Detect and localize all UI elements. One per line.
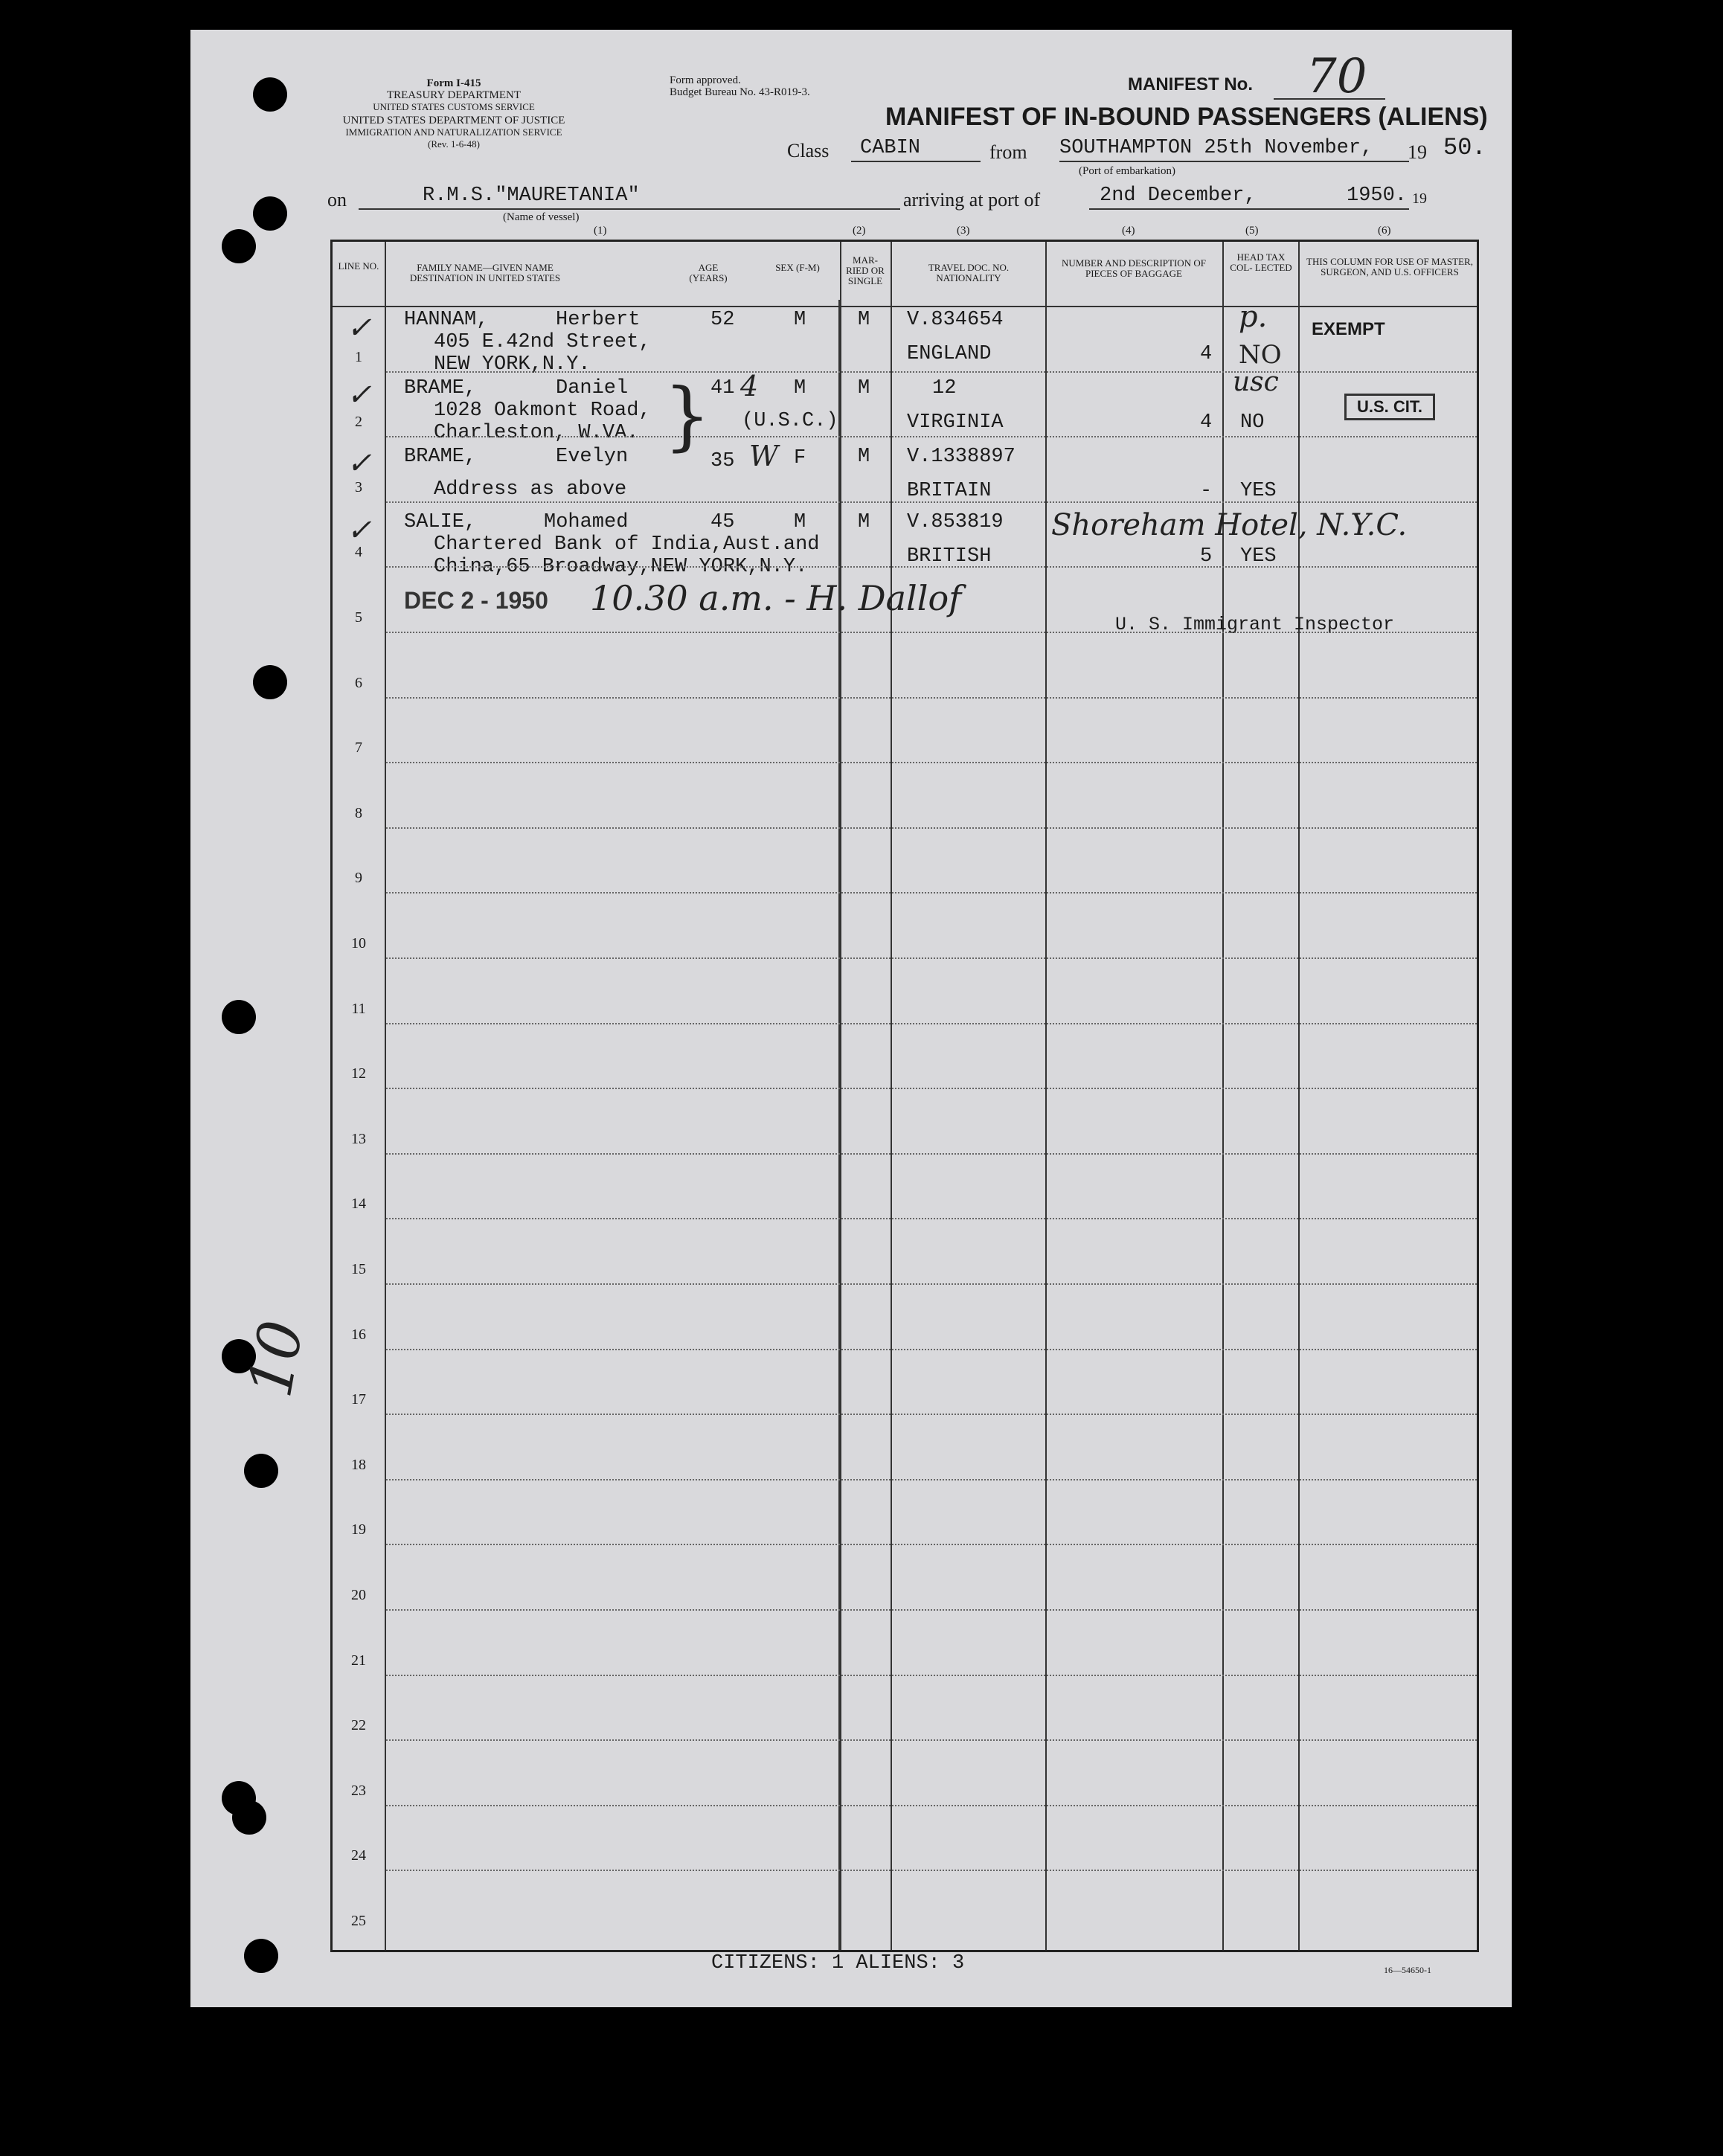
col-header-age: AGE (YEARS) <box>689 262 728 283</box>
binder-hole <box>232 1800 266 1835</box>
line-number: 14 <box>351 1196 366 1213</box>
col-divider <box>1298 242 1300 1950</box>
p2-officer-stamp: U.S. CIT. <box>1344 394 1435 420</box>
class-underline <box>851 161 981 162</box>
p2-tax-hand: usc <box>1233 367 1279 397</box>
margin-hand-number: 10 <box>235 1315 317 1402</box>
year-suffix: 50. <box>1443 134 1486 161</box>
passenger-table <box>330 240 1479 1952</box>
row-rule <box>386 762 1477 763</box>
row-rule <box>386 1088 1477 1089</box>
row-rule <box>386 1675 1477 1676</box>
row-rule <box>386 827 1477 829</box>
col-header-married: MAR- RIED OR SINGLE <box>846 254 885 286</box>
line-number: 23 <box>351 1782 366 1799</box>
p1-doc: V.834654 <box>907 309 1004 331</box>
col-divider <box>1222 242 1224 1950</box>
row-rule <box>386 436 1477 437</box>
row-rule <box>386 1414 1477 1415</box>
line-number: 9 <box>355 870 362 887</box>
col-divider <box>1045 242 1047 1950</box>
line-number: 19 <box>351 1521 366 1539</box>
p1-nationality: ENGLAND <box>907 343 992 365</box>
line-number: 2 <box>355 414 362 431</box>
row-rule <box>386 1739 1477 1741</box>
col-num-2: (2) <box>853 225 866 237</box>
col-divider <box>891 242 892 1950</box>
p4-tax: YES <box>1240 545 1277 568</box>
p2-baggage: 4 <box>1200 411 1213 434</box>
p4-baggage: 5 <box>1200 545 1213 568</box>
p1-given: Herbert <box>556 309 641 331</box>
check-mark: ✓ <box>347 378 372 412</box>
line-number: 7 <box>355 739 362 757</box>
p2-family: BRAME, <box>404 377 477 400</box>
p2-tax: NO <box>1240 411 1265 434</box>
row-rule <box>386 1023 1477 1024</box>
row-rule <box>386 1870 1477 1871</box>
p3-age: 35 <box>710 450 735 472</box>
from-label: from <box>989 141 1027 163</box>
p1-addr2: NEW YORK,N.Y. <box>434 353 591 376</box>
check-mark: ✓ <box>347 513 372 548</box>
p2-addr1: 1028 Oakmont Road, <box>434 400 651 422</box>
col-num-1: (1) <box>594 225 607 237</box>
row-rule <box>386 1544 1477 1545</box>
row-rule <box>386 1479 1477 1480</box>
p3-addr1: Address as above <box>434 478 627 501</box>
line-number: 18 <box>351 1456 366 1473</box>
p3-given: Evelyn <box>556 446 629 468</box>
justice-dept: UNITED STATES DEPARTMENT OF JUSTICE <box>342 115 565 126</box>
line-number: 20 <box>351 1587 366 1603</box>
line-number: 25 <box>351 1913 366 1929</box>
row-rule <box>386 1609 1477 1611</box>
row-rule <box>386 892 1477 893</box>
arrival-underline <box>1089 208 1409 210</box>
check-mark: ✓ <box>347 446 372 481</box>
p3-family: BRAME, <box>404 446 477 468</box>
vessel-caption: (Name of vessel) <box>503 211 580 223</box>
p2-married: M <box>858 377 870 400</box>
on-label: on <box>327 189 347 211</box>
inspection-signature: 10.30 a.m. - H. Dallof <box>590 578 962 618</box>
manifest-no-label: MANIFEST No. <box>1128 74 1253 94</box>
port-caption: (Port of embarkation) <box>1079 165 1175 177</box>
p1-married: M <box>858 309 870 331</box>
line-number: 24 <box>351 1847 366 1864</box>
treasury-dept: TREASURY DEPARTMENT <box>386 89 522 101</box>
line-number: 8 <box>355 804 362 821</box>
p4-doc: V.853819 <box>907 511 1004 533</box>
p3-baggage: - <box>1200 480 1213 502</box>
budget-bureau: Budget Bureau No. 43-R019-3. <box>670 86 810 98</box>
vessel-name: R.M.S."MAURETANIA" <box>423 185 640 207</box>
inspector-title: U. S. Immigrant Inspector <box>1115 614 1395 635</box>
row-rule <box>386 1283 1477 1285</box>
p3-sex: F <box>794 447 806 469</box>
ins-service: IMMIGRATION AND NATURALIZATION SERVICE <box>345 126 562 138</box>
class-value: CABIN <box>860 137 921 159</box>
col-num-5: (5) <box>1245 225 1259 237</box>
p4-addr1: Chartered Bank of India,Aust.and <box>434 533 820 556</box>
row-rule <box>386 632 1477 633</box>
row-rule <box>386 566 1477 568</box>
form-number: Form I-415 <box>426 77 481 89</box>
year-prefix: 19 <box>1408 141 1427 163</box>
p4-nationality: BRITISH <box>907 545 992 568</box>
col-divider <box>840 242 841 1950</box>
p3-married: M <box>858 446 870 468</box>
line-number: 10 <box>351 935 366 952</box>
col-header-name: FAMILY NAME—GIVEN NAME DESTINATION IN UNITED STATES <box>409 262 561 283</box>
p1-baggage: 4 <box>1200 343 1213 365</box>
arrival-year: 1950. <box>1347 185 1408 207</box>
line-number: 15 <box>351 1261 366 1277</box>
p4-destination-note: Shoreham Hotel, N.Y.C. <box>1051 508 1408 542</box>
revision: (Rev. 1-6-48) <box>428 138 480 150</box>
p4-age: 45 <box>710 511 735 533</box>
col-divider <box>385 242 386 1950</box>
p2-addr2: Charleston, W.VA. <box>434 422 639 444</box>
p4-sex: M <box>794 511 806 533</box>
p1-age: 52 <box>710 309 735 331</box>
row-rule <box>386 371 1477 373</box>
col-header-travel: TRAVEL DOC. NO. NATIONALITY <box>928 262 1010 283</box>
form-header-left <box>312 77 595 150</box>
col-header-officers: THIS COLUMN FOR USE OF MASTER, SURGEON, AND U.S. OFFICERS <box>1306 256 1473 277</box>
p2-age-hand: 4 <box>740 370 759 402</box>
line-number: 11 <box>351 1000 366 1017</box>
col-header-headtax: HEAD TAX COL- LECTED <box>1230 251 1292 273</box>
line-number: 3 <box>355 478 362 495</box>
col-num-3: (3) <box>957 225 970 237</box>
row-rule <box>386 697 1477 699</box>
header-rule <box>333 306 1477 307</box>
col-num-6: (6) <box>1378 225 1391 237</box>
binder-hole <box>222 1000 256 1034</box>
p3-age-hand: W <box>749 440 779 472</box>
print-code: 16—54650-1 <box>1384 1965 1431 1975</box>
col-header-baggage: NUMBER AND DESCRIPTION OF PIECES OF BAGGAGE <box>1062 257 1206 279</box>
family-brace: } <box>664 372 711 459</box>
p2-doc: 12 <box>932 377 957 400</box>
p2-sex: M <box>794 377 806 400</box>
col-header-line: LINE NO. <box>338 260 379 272</box>
arriving-label: arriving at port of <box>903 189 1041 211</box>
row-rule <box>386 1218 1477 1219</box>
line-number: 17 <box>351 1391 366 1408</box>
binder-hole <box>253 665 287 699</box>
p2-age: 41 <box>710 377 735 400</box>
p4-married: M <box>858 511 870 533</box>
p4-family: SALIE, <box>404 511 477 533</box>
from-underline <box>1059 161 1409 162</box>
binder-hole <box>244 1939 278 1973</box>
row-rule <box>386 1153 1477 1155</box>
line-number: 21 <box>351 1652 366 1669</box>
p3-nationality: BRITAIN <box>907 480 992 502</box>
manifest-no-underline <box>1274 98 1385 100</box>
class-label: Class <box>787 140 830 161</box>
line-number: 13 <box>351 1130 366 1147</box>
manifest-title: MANIFEST OF IN-BOUND PASSENGERS (ALIENS) <box>885 103 1488 131</box>
line-number: 12 <box>351 1065 366 1082</box>
approval-note <box>670 74 810 98</box>
col-header-sex: SEX (F-M) <box>775 262 820 273</box>
p1-family: HANNAM, <box>404 309 489 331</box>
line-number: 4 <box>355 544 362 561</box>
p2-nationality: VIRGINIA <box>907 411 1004 434</box>
p3-doc: V.1338897 <box>907 446 1015 468</box>
from-value: SOUTHAMPTON 25th November, <box>1059 137 1373 159</box>
p2-citizen: (U.S.C.) <box>742 410 838 432</box>
p1-tax-hand: p. <box>1239 300 1268 334</box>
row-rule <box>386 501 1477 503</box>
p1-addr1: 405 E.42nd Street, <box>434 331 651 353</box>
check-mark: ✓ <box>347 311 372 345</box>
line-number: 1 <box>355 348 362 365</box>
line-number: 5 <box>355 609 362 626</box>
customs-service: UNITED STATES CUSTOMS SERVICE <box>373 101 535 112</box>
line-number: 22 <box>351 1717 366 1734</box>
p1-officer-note: EXEMPT <box>1312 319 1385 339</box>
p3-tax: YES <box>1240 480 1277 502</box>
arrival-year-prefix: 19 <box>1412 190 1427 207</box>
form-approved: Form approved. <box>670 74 741 86</box>
p4-addr2: China,65 Broadway,NEW YORK,N.Y. <box>434 556 808 578</box>
line-number: 6 <box>355 674 362 691</box>
citizens-aliens-totals: CITIZENS: 1 ALIENS: 3 <box>711 1952 965 1974</box>
manifest-number: 70 <box>1306 49 1367 104</box>
arrival-date: 2nd December, <box>1100 185 1257 207</box>
binder-hole <box>222 229 256 263</box>
binder-hole <box>244 1454 278 1488</box>
p1-sex: M <box>794 309 806 331</box>
col-num-4: (4) <box>1122 225 1135 237</box>
inspection-date-stamp: DEC 2 - 1950 <box>404 587 548 614</box>
row-rule <box>386 957 1477 959</box>
row-rule <box>386 1805 1477 1806</box>
row-rule <box>386 1349 1477 1350</box>
binder-hole <box>253 77 287 112</box>
p1-tax: NO <box>1239 340 1282 370</box>
line-number: 16 <box>351 1326 366 1343</box>
vessel-underline <box>359 208 900 210</box>
p2-given: Daniel <box>556 377 629 400</box>
binder-hole <box>253 196 287 231</box>
p4-given: Mohamed <box>544 511 629 533</box>
